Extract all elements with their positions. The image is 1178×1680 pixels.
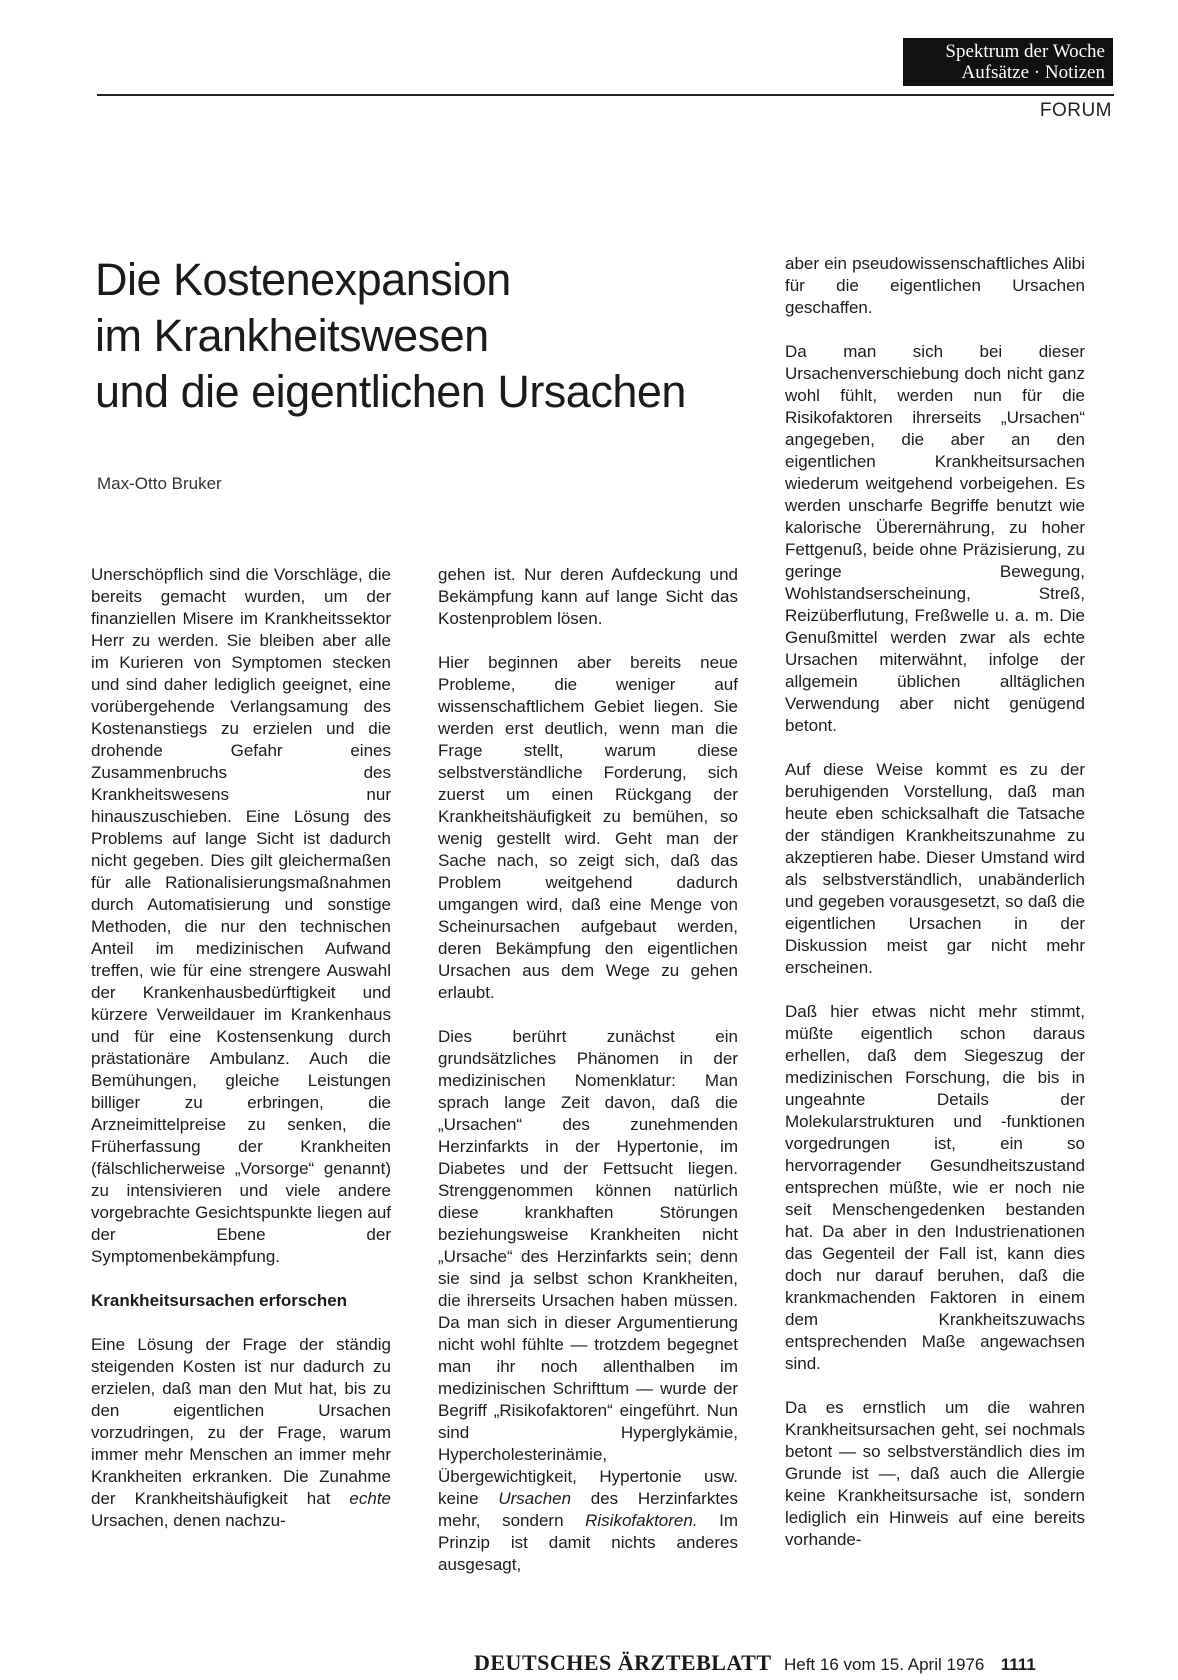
emphasis: echte	[349, 1489, 391, 1508]
author-name: Max-Otto Bruker	[97, 474, 222, 493]
badge-line-2: Aufsätze · Notizen	[961, 62, 1105, 83]
paragraph: Unerschöpflich sind die Vorschläge, die bereits gemacht wurden, um der finanziellen Misere im Krankheitssektor Herr zu werden. Sie bleiben aber alle im Kurieren von Symptomen stecken und sind daher lediglich geeignet, eine vorübergehende Verlangsamung des Kostenanstiegs zu erzielen und die drohende Gefahr eines Zusammenbruchs des Krankheitswesens nur hinauszuschieben. Eine Lösung des Problems auf lange Sicht ist dadurch nicht gegeben. Dies gilt gleichermaßen für alle Rationalisierungsmaßnahmen durch Automatisierung und sonstige Methoden, die nur den technischen Anteil im medizinischen Aufwand treffen, wie für eine strengere Auswahl der Krankenhausbedürftigkeit und kürzere Verweildauer im Krankenhaus und für eine Kostensenkung durch prästationäre Ambulanz. Auch die Bemühungen, gleiche Leistungen billiger zu erbringen, die Arzneimittelpreise zu senken, die Früherfassung der Krankheiten (fälschlicherweise „Vorsorge“ genannt) zu intensivieren und viele andere vorgebrachte Gesichtspunkte liegen auf der Ebene der Symptomenbekämpfung.	[91, 565, 391, 1266]
text-column-3	[785, 253, 1085, 1573]
text-column-1	[91, 564, 391, 1554]
text-column-2	[438, 564, 738, 1598]
issue-info: Heft 16 vom 15. April 1976	[783, 1655, 985, 1674]
journal-name: DEUTSCHES ÄRZTEBLATT	[474, 1650, 772, 1675]
paragraph: aber ein pseudowissenschaftliches Alibi für die eigentlichen Ursachen geschaffen.	[785, 254, 1085, 317]
paragraph: Auf diese Weise kommt es zu der beruhigenden Vorstellung, daß man heute eben schicksalhaft die Tatsache der ständigen Krankheitszunahme zu akzeptieren habe. Dieser Umstand wird als selbstverständlich, unabänderlich und gegeben vorausgesetzt, so daß die eigentlichen Ursachen in der Diskussion meist gar nicht mehr erscheinen.	[785, 760, 1085, 977]
paragraph: Da man sich bei dieser Ursachenverschiebung doch nicht ganz wohl fühlt, werden nun für die Risikofaktoren ihrerseits „Ursachen“ angegeben, die aber an den eigentlichen Krankheitsursachen wiederum weitgehend vorbeigehen. Es werden unscharfe Begriffe benutzt wie kalorische Überernährung, zu hoher Fettgenuß, beide ohne Präzisierung, zu geringe Bewegung, Wohlstandserscheinung, Streß, Reizüberflutung, Freßwelle u. a. m. Die Genußmittel werden zwar als echte Ursachen miterwähnt, infolge der allgemein üblichen alltäglichen Verwendung aber nicht genügend betont.	[785, 342, 1085, 735]
article-title	[95, 252, 735, 420]
section-label: FORUM	[1039, 100, 1112, 121]
page-footer	[474, 1650, 1094, 1676]
title-line-1: Die Kostenexpansion	[95, 254, 511, 305]
paragraph: gehen ist. Nur deren Aufdeckung und Bekämpfung kann auf lange Sicht das Kostenproblem lösen.	[438, 565, 738, 628]
paragraph: Da es ernstlich um die wahren Krankheitsursachen geht, sei nochmals betont — so selbstverständlich dies im Grunde ist —, daß auch die Allergie keine Krankheitsursache ist, sondern lediglich ein Hinweis auf eine bereits vorhande-	[785, 1398, 1085, 1549]
paragraph: Hier beginnen aber bereits neue Probleme, die weniger auf wissenschaftlichem Gebiet liegen. Sie werden erst deutlich, wenn man die Frage stellt, warum diese selbstverständliche Forderung, sich zuerst um einen Rückgang der Krankheitshäufigkeit zu bemühen, so wenig gestellt wird. Geht man der Sache nach, so zeigt sich, daß das Problem weitgehend dadurch umgangen wird, daß eine Menge von Scheinursachen aufgebaut werden, deren Bekämpfung den eigentlichen Ursachen aus dem Wege zu gehen erlaubt.	[438, 653, 738, 1002]
emphasis: Risikofaktoren.	[585, 1511, 698, 1530]
subheading: Krankheitsursachen erforschen	[91, 1291, 348, 1310]
paragraph: Daß hier etwas nicht mehr stimmt, müßte eigentlich schon daraus erhellen, daß dem Siegeszug der medizinischen Forschung, die bis in ungeahnte Details der Molekularstrukturen und -funktionen vorgedrungen ist, ein so hervorragender Gesundheitszustand entsprechen müßte, wie er noch nie seit Menschengedenken bestanden hat. Da aber in den Industrienationen das Gegenteil der Fall ist, kann dies doch nur darauf beruhen, daß die krankmachenden Faktoren in einem dem Krankheitszuwachs entsprechenden Maße angewachsen sind.	[785, 1002, 1085, 1373]
page-number: 1111	[1000, 1655, 1036, 1674]
paragraph: Dies berührt zunächst ein grundsätzliches Phänomen in der medizinischen Nomenklatur: Man sprach lange Zeit davon, daß die „Ursachen“ des zunehmenden Herzinfarkts in der Hypertonie, im Diabetes und der Fettsucht liegen. Strenggenommen können natürlich diese krankhaften Störungen beziehungsweise Krankheiten nicht „Ursache“ des Herzinfarkts sein; denn sie sind ja selbst schon Krankheiten, die ihrerseits Ursachen haben müssen. Da man sich in dieser Argumentierung nicht wohl fühlte — trotzdem begegnet man ihr noch allenthalben im medizinischen Schrifttum — wurde der Begriff „Risikofaktoren“ eingeführt. Nun sind Hyperglykämie, Hypercholesterinämie, Übergewichtigkeit, Hypertonie usw. keine Ursachen des Herzinfarktes mehr, sondern Risikofaktoren. Im Prinzip ist damit nichts anderes ausgesagt,	[438, 1027, 739, 1574]
title-line-3: und die eigentlichen Ursachen	[95, 366, 686, 417]
title-line-2: im Krankheitswesen	[95, 310, 489, 361]
badge-line-1: Spektrum der Woche	[945, 41, 1105, 62]
section-badge	[903, 38, 1113, 86]
emphasis: Ursachen	[498, 1489, 572, 1508]
paragraph: Eine Lösung der Frage der ständig steigenden Kosten ist nur dadurch zu erzielen, daß man den Mut hat, bis zu den eigentlichen Ursachen vorzudringen, zu der Frage, warum immer mehr Menschen an immer mehr Krankheiten erkranken. Die Zunahme der Krankheitshäufigkeit hat echte Ursachen, denen nachzu-	[91, 1335, 391, 1530]
header-rule	[97, 94, 1114, 96]
